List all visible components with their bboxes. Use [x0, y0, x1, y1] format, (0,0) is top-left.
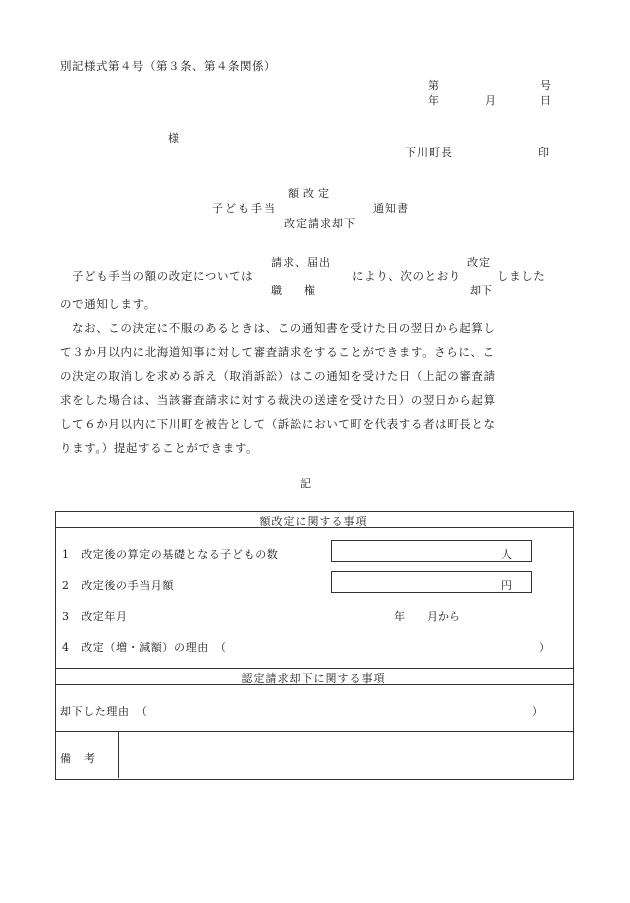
item2-unit: 円: [501, 579, 512, 592]
section1-header: 額改定に関する事項: [259, 515, 368, 528]
item3-label: 3 改定年月: [62, 610, 128, 623]
divider: [55, 731, 573, 732]
body-line2: ので通知します。: [60, 297, 156, 311]
title-option-top: 額改定: [288, 187, 333, 200]
reject-close: ）: [532, 705, 543, 718]
divider: [55, 668, 573, 669]
item2-label: 2 改定後の手当月額: [62, 579, 174, 592]
body-option-top-b: 改定: [467, 256, 491, 269]
body-option-bottom-b: 却下: [470, 284, 492, 297]
date-year: 年: [428, 94, 439, 107]
ki-heading: 記: [300, 477, 311, 490]
date-day: 日: [540, 94, 551, 107]
item4-close: ）: [539, 641, 550, 654]
item1-label: 1 改定後の算定の基礎となる子どもの数: [62, 548, 279, 561]
number-suffix: 号: [540, 79, 551, 92]
addressee-sama: 様: [168, 132, 179, 145]
remarks-label: 備 考: [60, 752, 96, 765]
item3-value: 年 月から: [394, 610, 460, 623]
body-para2-line: の決定の取消しを求める訴え（取消訴訟）はこの通知を受けた日（上記の審査請: [60, 369, 496, 383]
divider: [55, 684, 573, 685]
body-para2-line: なお、この決定に不服のあるときは、この通知書を受けた日の翌日から起算し: [72, 321, 496, 335]
body-option-top-a: 請求、届出: [271, 256, 331, 269]
divider: [55, 527, 573, 528]
title-prefix: 子ども手当: [212, 202, 277, 215]
body-para2-line: ります。）提起することができます。: [60, 441, 259, 455]
body-main-b: により、次のとおり: [352, 269, 461, 283]
body-para2-line: て３か月以内に北海道知事に対して審査請求をすることができます。さらに、こ: [60, 345, 495, 359]
body-main-c: しました: [497, 269, 546, 283]
title-suffix: 通知書: [373, 202, 409, 215]
item4-label: 4 改定（増・減額）の理由 （: [62, 641, 227, 654]
body-para2-line: して６か月以内に下川町を被告として（訴訟において町を代表する者は町長とな: [60, 417, 496, 431]
item1-unit: 人: [501, 548, 512, 561]
body-option-bottom-a: 職 権: [271, 284, 315, 297]
body-main-a: 子ども手当の額の改定については: [72, 269, 254, 283]
issuer-name: 下川町長: [405, 146, 453, 159]
form-label: 別記様式第４号（第３条、第４条関係）: [60, 59, 276, 73]
title-option-bottom: 改定請求却下: [284, 217, 356, 230]
date-month: 月: [485, 94, 496, 107]
seal-mark: 印: [538, 146, 549, 159]
section2-header: 認定請求却下に関する事項: [241, 672, 386, 685]
number-prefix: 第: [428, 79, 439, 92]
divider: [118, 731, 119, 778]
reject-label: 却下した理由 （: [60, 705, 148, 718]
body-para2-line: 求をした場合は、当該審査請求に対する裁決の送達を受けた日）の翌日から起算: [60, 393, 496, 407]
